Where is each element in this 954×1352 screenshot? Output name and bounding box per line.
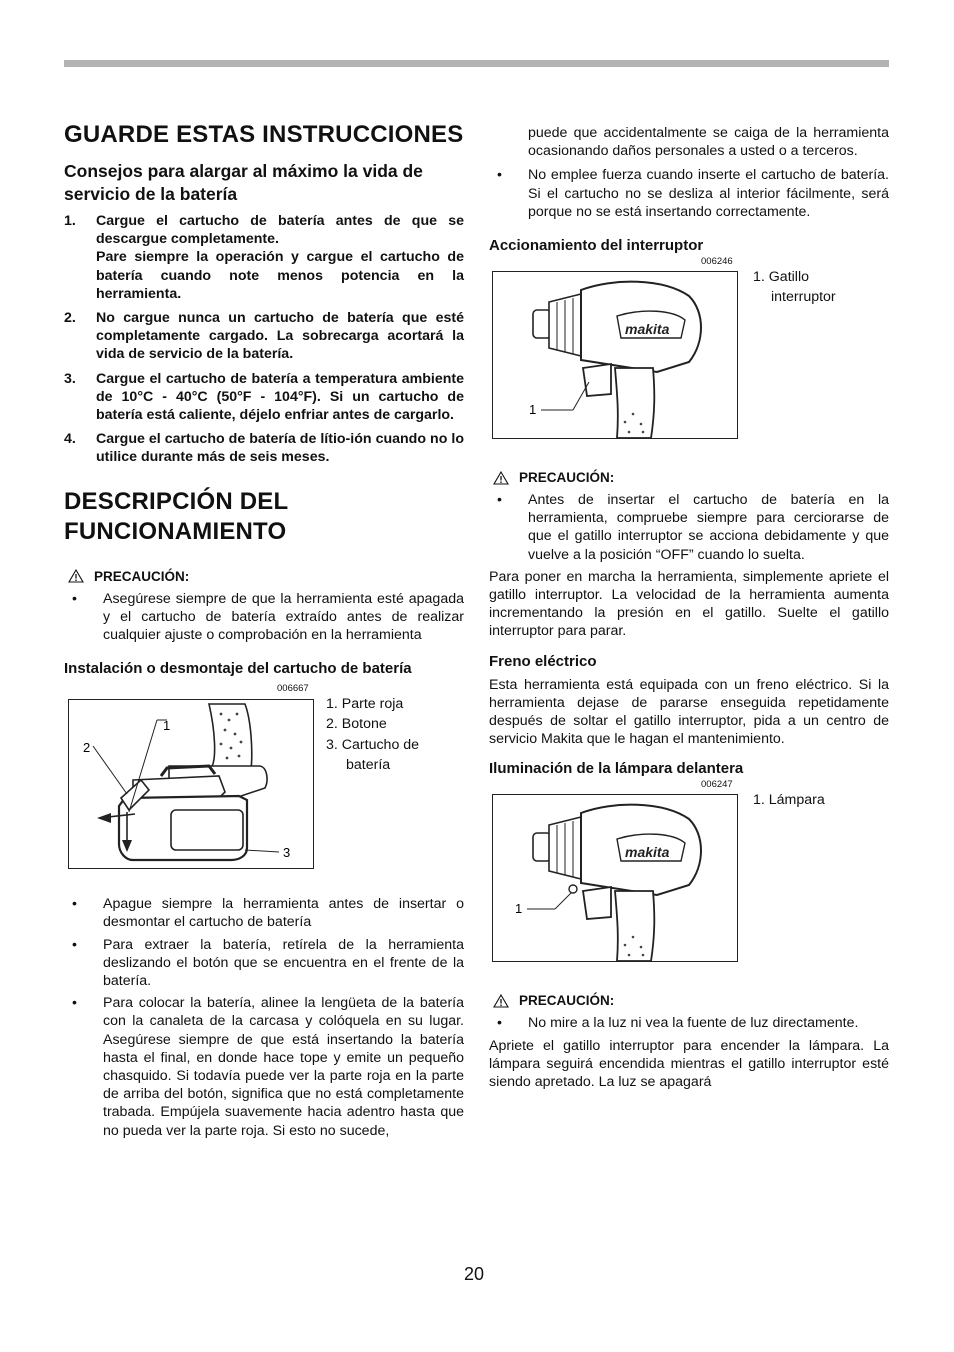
- drill-illustration: [493, 795, 737, 961]
- battery-tips-list: [64, 212, 464, 467]
- drill-illustration: [493, 272, 737, 438]
- heading-guarde: GUARDE ESTAS INSTRUCCIONES: [64, 121, 464, 148]
- figure-caption: 1. Gatillo interruptor: [753, 269, 836, 306]
- figure-caption: 1. Lámpara: [753, 792, 825, 809]
- callout-1: 1: [529, 402, 537, 418]
- brand-logo: makita: [625, 321, 670, 338]
- heading-freno: Freno eléctrico: [489, 652, 597, 670]
- list-item: • No mire a la luz ni vea la fuente de luz directamente.: [497, 1015, 859, 1032]
- brand-logo: makita: [625, 844, 670, 861]
- page-number: 20: [464, 1264, 485, 1284]
- figure-code: 006246: [701, 256, 733, 268]
- figure-code: 006667: [277, 683, 309, 695]
- heading-consejos: Consejos para alargar al máximo la vida de servicio de la batería: [64, 161, 423, 204]
- figure-caption: 1. Parte roja 2. Botone 3. Cartucho de batería: [326, 696, 420, 773]
- right-column: [489, 124, 889, 1091]
- heading-descripcion: DESCRIPCIÓN DEL FUNCIONAMIENTO: [64, 487, 288, 545]
- figure-code: 006247: [701, 779, 733, 791]
- list-item: 3. Cargue el cartucho de batería a temperatura ambiente de 10°C - 40°C (50°F - 104°F). Si un cartucho de batería está caliente, déjelo enfriar antes de cargarlo.: [64, 370, 464, 424]
- paragraph-freno: Esta herramienta está equipada con un freno eléctrico. Si la herramienta dejase de pararse enseguida repetidamente después de soltar el gatillo interruptor, pida a un centro de servicio Makita que le hagan el mantenimiento.: [489, 676, 889, 748]
- continued-bullets: [489, 124, 889, 221]
- heading-instalacion: Instalación o desmontaje del cartucho de batería: [64, 660, 412, 678]
- callout-3: 3: [283, 845, 291, 861]
- heading-accionamiento: Accionamiento del interruptor: [489, 237, 704, 255]
- caution-heading: PRECAUCIÓN:: [493, 993, 889, 1008]
- paragraph-start: Para poner en marcha la herramienta, simplemente apriete el gatillo interruptor. La velocidad de la herramienta aumenta incrementando la presión en el gatillo. Suelte el gatillo interruptor para parar.: [489, 568, 889, 640]
- figure-frame: [68, 699, 314, 869]
- left-column: [64, 120, 464, 1144]
- list-item: 1. Cargue el cartucho de batería antes de que se descargue completamente. Pare siempre la operación y cargue el cartucho de batería cuando note menos potencia en la herramienta.: [64, 213, 464, 302]
- list-item: • Apague siempre la herramienta antes de insertar o desmontar el cartucho de batería: [72, 896, 464, 931]
- caution-heading: PRECAUCIÓN:: [493, 470, 889, 485]
- top-rule: [64, 60, 889, 67]
- battery-bullets: [64, 895, 464, 1140]
- figure-battery: [64, 683, 464, 883]
- caution-list: [64, 590, 464, 645]
- callout-1: 1: [515, 901, 523, 917]
- figure-frame: [492, 794, 738, 962]
- callout-1: 1: [163, 718, 171, 734]
- list-item: 4. Cargue el cartucho de batería de lítio-ión cuando no lo utilice durante más de seis meses.: [64, 431, 464, 466]
- figure-trigger: [489, 256, 889, 442]
- list-item: • No emplee fuerza cuando inserte el cartucho de batería. Si el cartucho no se desliza al interior fácilmente, será porque no se está insertando correctamente.: [497, 167, 889, 220]
- list-item: • Para extraer la batería, retírela de la herramienta deslizando el botón que se encuentra en el frente de la batería.: [72, 936, 464, 990]
- figure-frame: [492, 271, 738, 439]
- paragraph-lamp: Apriete el gatillo interruptor para encender la lámpara. La lámpara seguirá encendida mientras el gatillo interruptor esté siendo apretado. La luz se apagará: [489, 1037, 889, 1091]
- caution-list: [489, 1014, 889, 1032]
- heading-iluminacion: Iluminación de la lámpara delantera: [489, 760, 744, 778]
- warning-icon: [68, 569, 84, 583]
- warning-icon: [493, 994, 509, 1008]
- caution-heading: PRECAUCIÓN:: [68, 569, 464, 584]
- list-item: • Asegúrese siempre de que la herramienta esté apagada y el cartucho de batería extraído antes de realizar cualquier ajuste o comprobación en la herramienta: [72, 590, 464, 644]
- battery-illustration: [69, 700, 313, 868]
- callout-2: 2: [83, 740, 91, 756]
- list-item: • Antes de insertar el cartucho de batería en la herramienta, compruebe siempre para cerciorarse de que el gatillo interruptor se acciona debidamente y que vuelve a la posición “OFF” cuando lo suelta.: [497, 492, 889, 563]
- figure-lamp: [489, 779, 889, 965]
- list-item: 2. No cargue nunca un cartucho de batería que esté completamente cargado. La sobrecarga acortará la vida de servicio de la batería.: [64, 310, 464, 363]
- list-item: puede que accidentalmente se caiga de la herramienta ocasionando daños personales a usted o a terceros.: [528, 125, 889, 160]
- caution-list: [489, 491, 889, 564]
- warning-icon: [493, 471, 509, 485]
- list-item: • Para colocar la batería, alinee la lengüeta de la batería con la canaleta de la carcasa y colóquela en su lugar. Asegúrese siempre de que está insertando la batería hasta el final, en donde hace tope y emite un pequeño chasquido. Si todavía puede ver la parte roja en la parte de arriba del botón, significa que no está completamente trabada. Empújela suavemente hacia adentro hasta que no pueda ver la parte roja. Si esto no sucede,: [72, 995, 464, 1139]
